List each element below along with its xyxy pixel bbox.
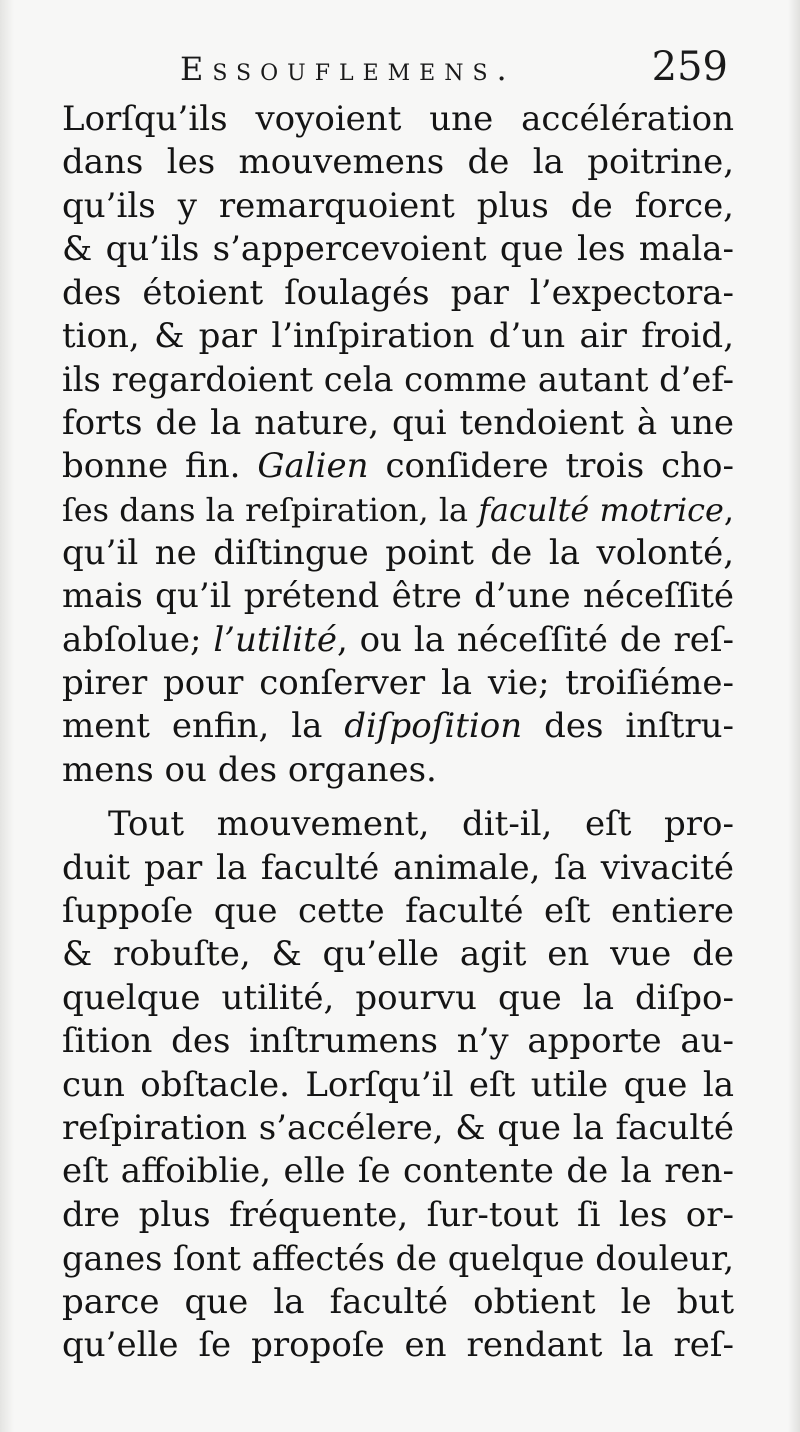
text-line: qu’elle ſe propoſe en rendant la reſ- xyxy=(62,1324,734,1365)
page-right-edge xyxy=(788,0,800,1432)
text-line: parce que la faculté obtient le but xyxy=(62,1281,734,1322)
italic-term: l’utilité xyxy=(213,619,337,660)
italic-term: Galien xyxy=(257,446,369,487)
running-head: Essouflemens. xyxy=(180,50,516,88)
text-line: quelque utilité, pourvu que la diſpo- xyxy=(62,977,734,1018)
text-line: & qu’ils s’appercevoient que les mala- xyxy=(62,229,734,270)
text-line: ment enfin, la diſpoſition des inſtru- xyxy=(62,706,735,747)
page-number: 259 xyxy=(651,44,728,90)
italic-term: faculté motrice xyxy=(478,490,724,529)
text-line: Lorſqu’ils voyoient une accélération xyxy=(62,99,734,139)
text-line: cun obſtacle. Lorſqu’il eſt utile que la xyxy=(62,1064,734,1105)
text-line: dre plus fréquente, ſur-tout ſi les or- xyxy=(62,1194,734,1235)
text-line: ganes ſont affectés de quelque douleur, xyxy=(62,1239,734,1279)
text-line: mens ou des organes. xyxy=(62,749,437,790)
text-line: ſes dans la reſpiration, la faculté motrice, xyxy=(62,490,734,529)
text-line: forts de la nature, qui tendoient à une xyxy=(62,402,734,443)
text-line: bonne fin. Galien conſidere trois cho- xyxy=(62,446,734,487)
text-line: ſition des inſtrumens n’y apporte au- xyxy=(62,1021,734,1062)
text-line: ſuppoſe que cette faculté eſt entiere xyxy=(62,891,734,932)
text-line: dans les mouvemens de la poitrine, xyxy=(62,142,734,183)
text-line: tion, & par l’inſpiration d’un air froid, xyxy=(62,315,734,356)
text-line: Tout mouvement, dit-il, eſt pro- xyxy=(108,804,734,845)
text-line: ils regardoient cela comme autant d’ef- xyxy=(62,360,734,400)
text-line: abſolue; l’utilité, ou la néceſſité de reſ- xyxy=(62,619,734,660)
text-line: duit par la faculté animale, ſa vivacité xyxy=(62,847,734,888)
text-line: des étoient ſoulagés par l’expectora- xyxy=(62,272,734,313)
text-line: qu’ils y remarquoient plus de force, xyxy=(62,185,734,226)
body-text xyxy=(62,98,734,1367)
text-line: qu’il ne diſtingue point de la volonté, xyxy=(62,532,734,573)
text-line: mais qu’il prétend être d’une néceſſité xyxy=(62,576,734,617)
page-header xyxy=(62,44,734,92)
italic-term: diſpoſition xyxy=(344,706,523,747)
text-line: pirer pour conſerver la vie; troiſiéme- xyxy=(62,663,734,704)
text-line: reſpiration s’accélere, & que la faculté xyxy=(62,1107,734,1148)
text-line: eſt affoiblie, elle ſe contente de la ren- xyxy=(62,1151,734,1192)
text-line: & robuſte, & qu’elle agit en vue de xyxy=(62,934,734,975)
page-left-edge xyxy=(0,0,14,1432)
